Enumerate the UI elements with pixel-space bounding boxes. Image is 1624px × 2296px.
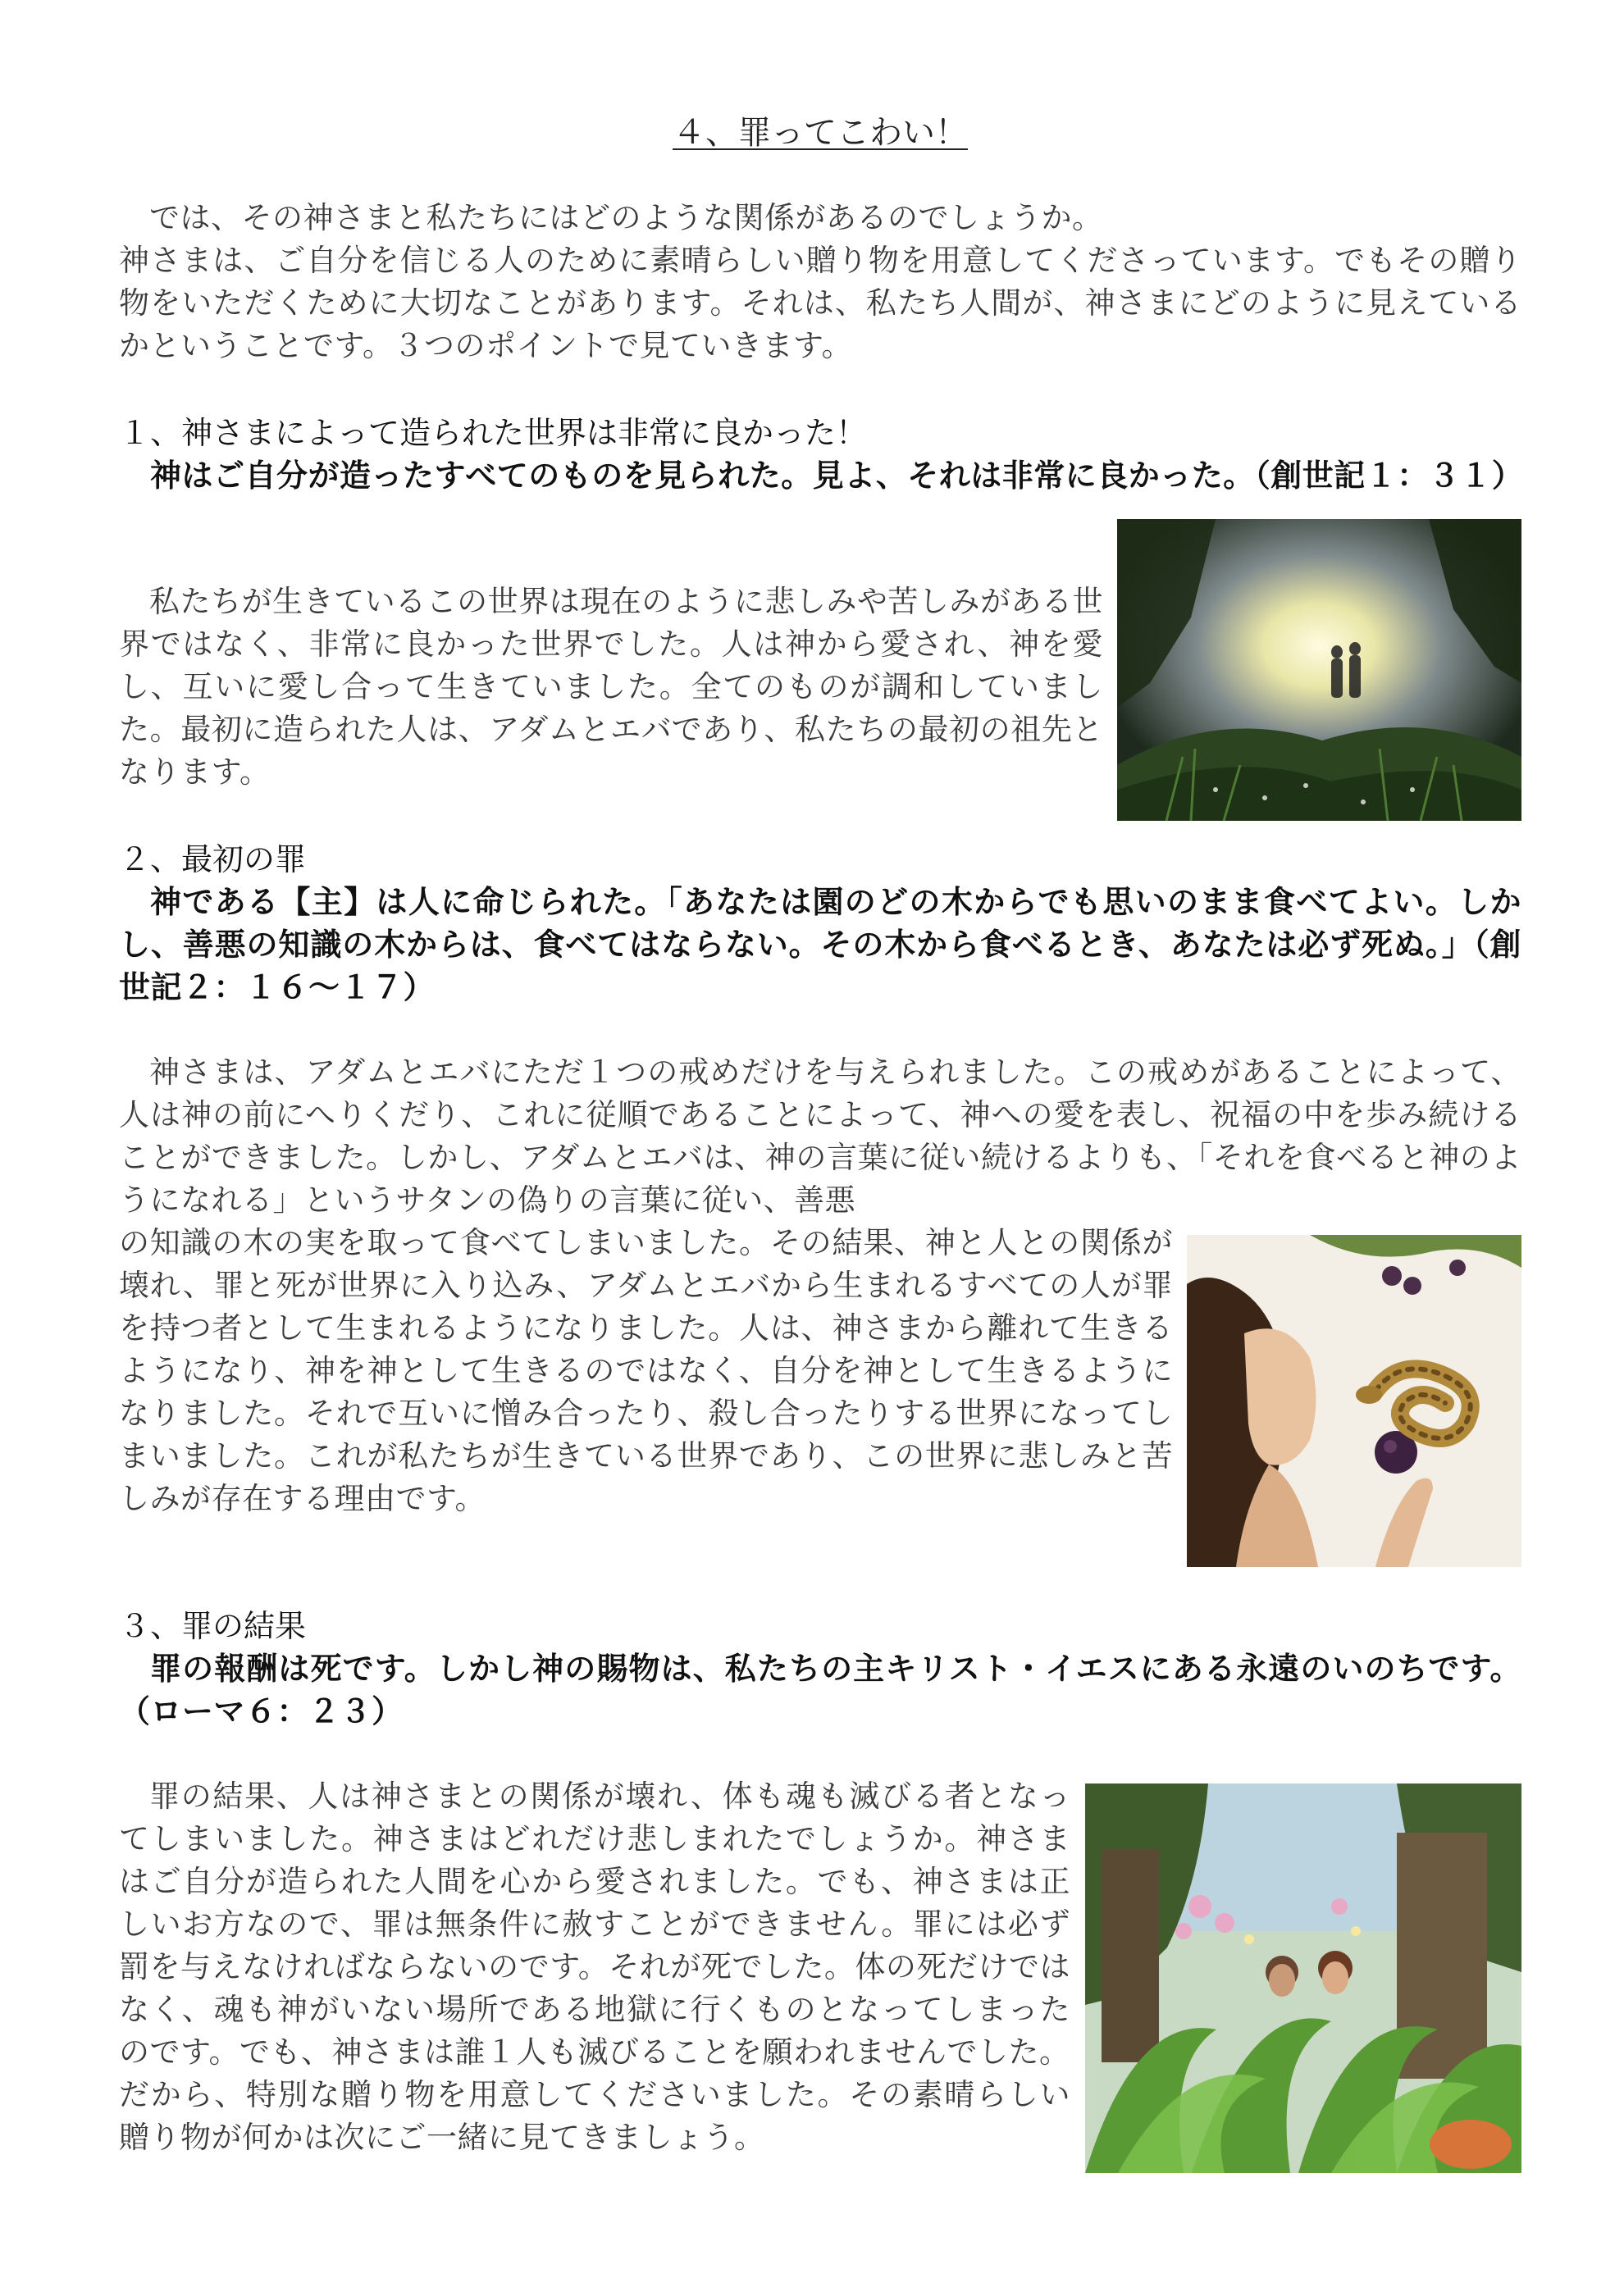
section-2-heading: ２、最初の罪 xyxy=(119,841,307,877)
section-3-verse-text: 罪の報酬は死です。しかし神の賜物は、私たちの主キリスト・イエスにある永遠のいのちです。（ローマ６：２３） xyxy=(119,1651,1521,1729)
intro-paragraph-2: 神さまは、ご自分を信じる人のために素晴らしい贈り物を用意してくださっています。でもその贈り物をいただくために大切なことがあります。それは、私たち人間が、神さまにどのように見えているかということです。３つのポイントで見ていきます。 xyxy=(119,243,1521,363)
section-3-body-text: 罪の結果、人は神さまとの関係が壊れ、体も魂も滅びる者となってしまいました。神さまはどれだけ悲しまれたでしょうか。神さまはご自分が造られた人間を心から愛されました。でも、神さまは正しいお方なので、罪は無条件に赦すことができません。罪には必ず罰を与えなければならないのです。それが死でした。体の死だけではなく、魂も神がいない場所である地獄に行くものとなってしまったのです。でも、神さまは誰１人も滅びることを願われませんでした。 xyxy=(119,1779,1070,2070)
intro-paragraph-1: では、その神さまと私たちにはどのような関係があるのでしょうか。 xyxy=(149,200,1103,235)
eve-apple-image xyxy=(1187,1235,1521,1567)
intro-block xyxy=(119,197,1521,367)
section-3-body xyxy=(119,1775,1070,2159)
page-title-text: ４、罪ってこわい！ xyxy=(673,114,968,152)
section-1-body xyxy=(119,581,1103,794)
section-3-verse xyxy=(119,1647,1521,1733)
section-1-heading: １、神さまによって造られた世界は非常に良かった！ xyxy=(119,415,868,451)
section-1-verse xyxy=(119,454,1524,497)
garden-jungle-image xyxy=(1085,1784,1521,2173)
section-2-verse-text: 神である【主】は人に命じられた。「あなたは園のどの木からでも思いのまま食べてよい。しかし、善悪の知識の木からは、食べてはならない。その木から食べるとき、あなたは必ず死ぬ。」（創世記２：１６〜１７） xyxy=(119,884,1521,1005)
section-3-heading: ３、罪の結果 xyxy=(119,1608,307,1644)
eve-serpent-illustration xyxy=(1187,1235,1521,1567)
section-2-verse xyxy=(119,881,1521,1009)
garden-light-image xyxy=(1117,519,1521,821)
section-2-body-bottom xyxy=(119,1222,1173,1520)
document-page xyxy=(119,0,1524,2296)
section-3-closing-text: だから、特別な贈り物を用意してくださいました。その素晴らしい贈り物が何かは次にご一緒に見てきましょう。 xyxy=(119,2077,1070,2155)
section-2-body-top xyxy=(119,1051,1521,1222)
page-title xyxy=(119,112,1521,154)
garden-light-illustration xyxy=(1117,519,1521,821)
section-1-body-text: 私たちが生きているこの世界は現在のように悲しみや苦しみがある世界ではなく、非常に良かった世界でした。人は神から愛され、神を愛し、互いに愛し合って生きていました。全てのものが調和していました。最初に造られた人は、アダムとエバであり、私たちの最初の祖先となります。 xyxy=(119,584,1103,790)
jungle-garden-illustration xyxy=(1085,1784,1521,2173)
section-1-verse-text: 神はご自分が造ったすべてのものを見られた。見よ、それは非常に良かった。（創世記１：３１） xyxy=(150,458,1524,494)
section-2-body-bottom-text: の知識の木の実を取って食べてしまいました。その結果、神と人との関係が壊れ、罪と死が世界に入り込み、アダムとエバから生まれるすべての人が罪を持つ者として生まれるようになりました。人は、神さまから離れて生きるようになり、神を神として生きるのではなく、自分を神として生きるようになりました。それで互いに憎み合ったり、殺し合ったりする世界になってしまいました。これが私たちが生きている世界であり、この世界に悲しみと苦しみが存在する理由です。 xyxy=(119,1225,1173,1516)
section-2-body-top-text: 神さまは、アダムとエバにただ１つの戒めだけを与えられました。この戒めがあることによって、人は神の前にへりくだり、これに従順であることによって、神への愛を表し、祝福の中を歩み続けることができました。しかし、アダムとエバは、神の言葉に従い続けるよりも、「それを食べると神のようになれる」というサタンの偽りの言葉に従い、善悪 xyxy=(119,1055,1521,1218)
